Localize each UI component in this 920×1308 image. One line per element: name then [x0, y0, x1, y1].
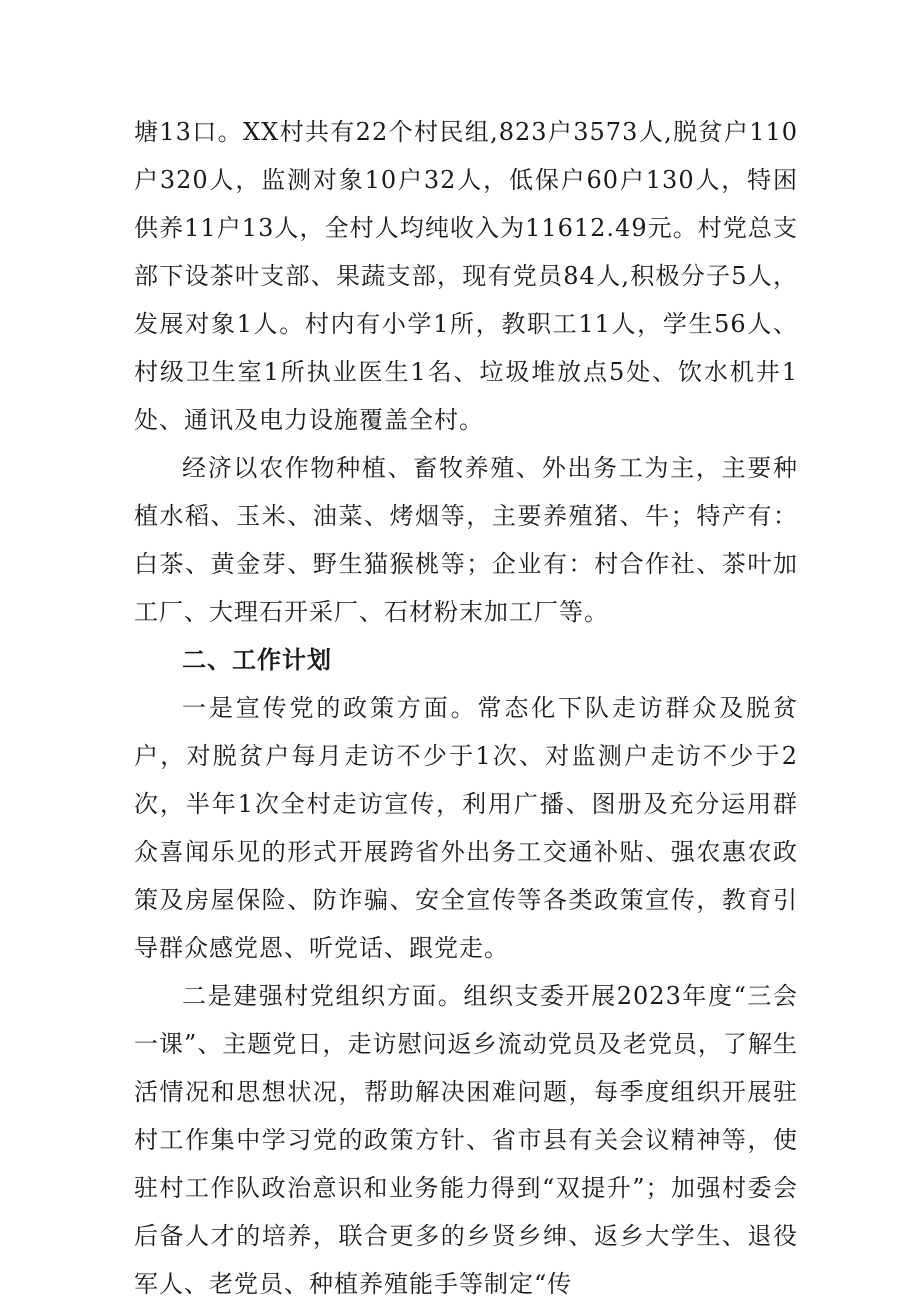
section-heading-work-plan: 二、工作计划 [182, 645, 332, 674]
paragraph-village-overview: 塘13口。XX村共有22个村民组,823户3573人,脱贫户110户320人，监测对象10户32人，低保户60户130人，特困供养11户13人，全村人均纯收入为11612.49元。村党总支部下设茶叶支部、果蔬支部，现有党员84人,积极分子5人，发展对象1人。村内有小学1所，教职工11人，学生56人、村级卫生室1所执业医生1名、垃圾堆放点5处、饮水机井1处、通讯及电力设施覆盖全村。 [134, 118, 798, 434]
paragraph-policy-publicity: 一是宣传党的政策方面。常态化下队走访群众及脱贫户，对脱贫户每月走访不少于1次、对监测户走访不少于2次，半年1次全村走访宣传，利用广播、图册及充分运用群众喜闻乐见的形式开展跨省外出务工交通补贴、强农惠农政策及房屋保险、防诈骗、安全宣传等各类政策宣传，教育引导群众感党恩、听党话、跟党走。 [134, 694, 798, 962]
paragraph-party-organization: 二是建强村党组织方面。组织支委开展2023年度“三会一课”、主题党日，走访慰问返乡流动党员及老党员，了解生活情况和思想状况，帮助解决困难问题，每季度组织开展驻村工作集中学习党的政策方针、省市县有关会议精神等，使驻村工作队政治意识和业务能力得到“双提升”；加强村委会后备人才的培养，联合更多的乡贤乡绅、返乡大学生、退役军人、老党员、种植养殖能手等制定“传 [134, 982, 798, 1298]
document-body [134, 108, 798, 1308]
paragraph-economy: 经济以农作物种植、畜牧养殖、外出务工为主，主要种植水稻、玉米、油菜、烤烟等，主要养殖猪、牛；特产有：白茶、黄金芽、野生猫猴桃等；企业有：村合作社、茶叶加工厂、大理石开采厂、石材粉末加工厂等。 [134, 454, 798, 626]
